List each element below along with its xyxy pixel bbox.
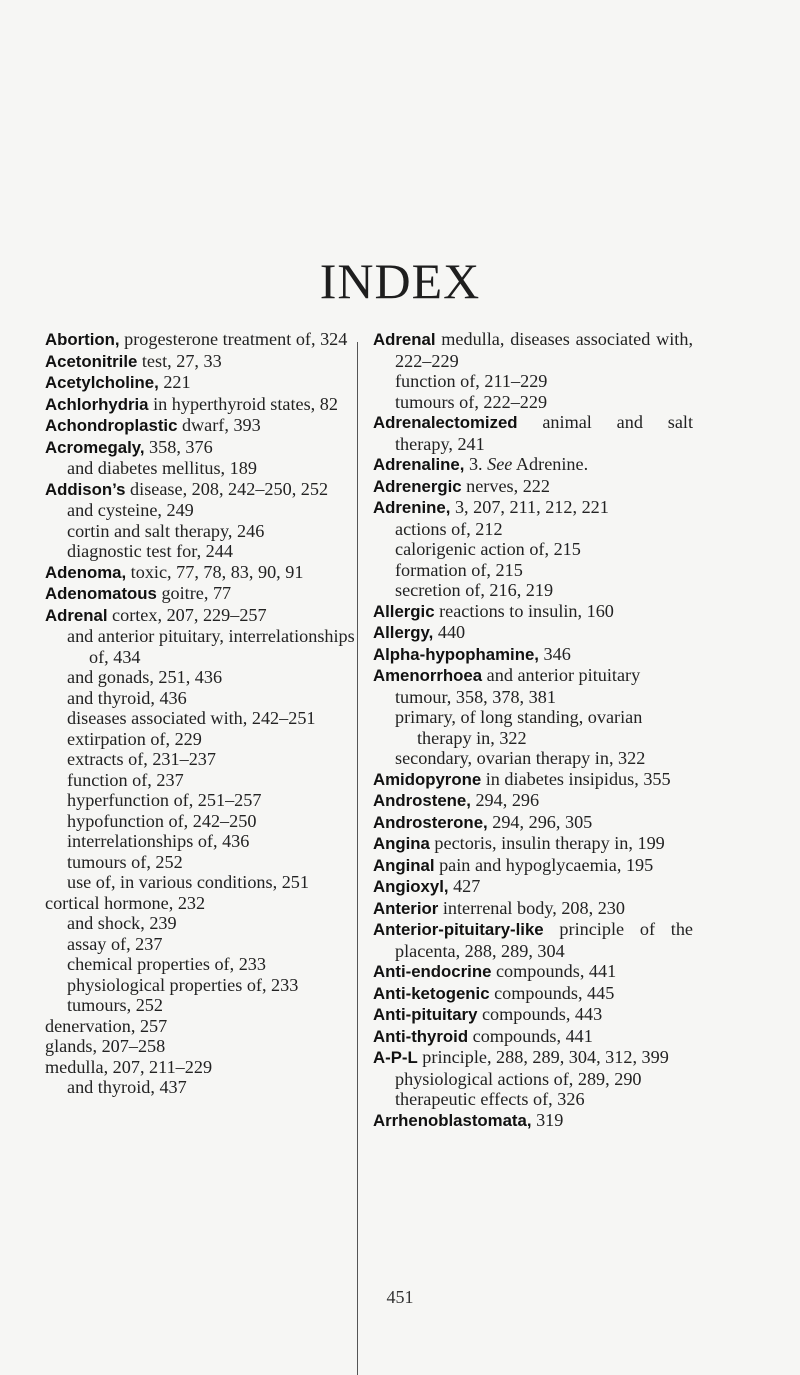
entry-text: in hyperthyroid states, 82: [148, 393, 338, 414]
index-subentry: use of, in various conditions, 251: [67, 872, 309, 892]
entry-heading: Acromegaly,: [45, 437, 145, 457]
index-subentry: and diabetes mellitus, 189: [67, 458, 257, 478]
entry-text: 221: [158, 372, 191, 392]
index-entry: [45, 479, 360, 501]
index-subentry: secondary, ovarian therapy in, 322: [395, 748, 646, 768]
index-entry: [45, 437, 360, 459]
index-entry: [45, 605, 360, 627]
index-subentry: and anterior pituitary, interrelationships of, 434: [67, 626, 355, 667]
index-entry: [373, 855, 693, 877]
index-subentry: chemical properties of, 233: [67, 954, 266, 974]
entry-text: cortex, 207, 229–257: [107, 604, 267, 625]
entry-heading: Angina: [373, 834, 430, 853]
index-entry: [373, 1110, 693, 1132]
index-subentry: tumours of, 222–229: [395, 391, 548, 412]
entry-text: compounds, 441: [491, 961, 617, 981]
index-entry: [373, 601, 693, 623]
see-reference: See: [487, 454, 513, 474]
entry-text: principle, 288, 289, 304, 312, 399: [417, 1047, 669, 1067]
index-entry: [373, 833, 693, 855]
entry-heading: Anterior: [373, 898, 439, 918]
index-entry: [373, 983, 693, 1005]
index-entry: [45, 351, 360, 373]
entry-text: pectoris, insulin therapy in, 199: [429, 833, 665, 853]
index-subentry: and thyroid, 437: [67, 1077, 187, 1097]
index-subentry: assay of, 237: [67, 933, 163, 954]
index-subentry: function of, 211–229: [395, 371, 548, 391]
index-entry: [45, 394, 360, 416]
entry-heading: Androstene,: [373, 791, 471, 810]
entry-heading: Acetylcholine,: [45, 373, 159, 392]
index-column-left: [45, 329, 360, 1098]
index-entry: [373, 876, 693, 898]
entry-text: 319: [531, 1109, 564, 1130]
entry-text: 3, 207, 211, 212, 221: [450, 497, 609, 517]
entry-heading: Anti-thyroid: [373, 1026, 469, 1046]
index-subentry: function of, 237: [67, 769, 184, 790]
entry-heading: Androsterone,: [373, 812, 488, 832]
entry-heading: Amidopyrone: [373, 769, 482, 789]
entry-text: test, 27, 33: [137, 350, 222, 371]
index-subentry: cortical hormone, 232: [45, 892, 206, 913]
entry-text: compounds, 443: [477, 1004, 603, 1024]
entry-heading: Arrhenoblastomata,: [373, 1110, 532, 1130]
index-subentry: glands, 207–258: [45, 1036, 166, 1056]
entry-heading: Abortion,: [45, 330, 120, 349]
index-entry: [373, 1026, 693, 1048]
index-entry: [373, 329, 693, 371]
index-entry: [373, 497, 693, 519]
entry-text: and anterior pituitary tumour, 358, 378, 381: [395, 665, 641, 707]
index-subentry: physiological properties of, 233: [67, 974, 299, 995]
entry-text: principle of the placenta, 288, 289, 304: [395, 919, 693, 961]
entry-text: 440: [433, 622, 466, 642]
index-subentry: calorigenic action of, 215: [395, 539, 581, 559]
entry-text: 427: [448, 876, 481, 896]
index-subentry: and thyroid, 436: [67, 687, 187, 708]
entry-heading: Achondroplastic: [45, 416, 178, 435]
index-subentry: medulla, 207, 211–229: [45, 1056, 213, 1077]
entry-heading: Adrenal: [373, 330, 436, 349]
entry-text: interrenal body, 208, 230: [438, 897, 625, 918]
entry-text: 3.: [464, 454, 488, 474]
entry-heading: Anti-ketogenic: [373, 983, 490, 1003]
entry-text: disease, 208, 242–250, 252: [125, 478, 329, 499]
index-subentry: therapeutic effects of, 326: [395, 1089, 585, 1109]
entry-heading: Achlorhydria: [45, 394, 149, 414]
entry-heading: Allergic: [373, 601, 435, 621]
entry-heading: A-P-L: [373, 1048, 418, 1067]
index-entry: [373, 454, 693, 476]
entry-text: reactions to insulin, 160: [434, 600, 614, 621]
index-subentry: diagnostic test for, 244: [67, 541, 233, 561]
column-divider: [357, 342, 358, 1375]
entry-heading: Adrenaline,: [373, 455, 465, 474]
entry-text: 294, 296: [470, 790, 540, 810]
index-entry: [373, 622, 693, 644]
index-subentry: formation of, 215: [395, 559, 523, 580]
entry-heading: Anti-pituitary: [373, 1005, 478, 1024]
index-subentry: and shock, 239: [67, 913, 177, 933]
index-subentry: secretion of, 216, 219: [395, 580, 554, 600]
index-entry: [45, 329, 360, 351]
index-subentry: extracts of, 231–237: [67, 749, 216, 769]
index-entry: [373, 644, 693, 666]
index-entry: [373, 769, 693, 791]
entry-text: animal and salt therapy, 241: [395, 412, 693, 454]
entry-heading: Anginal: [373, 855, 435, 875]
entry-heading: Adenoma,: [45, 562, 127, 582]
index-subentry: hyperfunction of, 251–257: [67, 790, 262, 810]
index-entry: [45, 372, 360, 394]
index-subentry: interrelationships of, 436: [67, 831, 250, 851]
entry-heading: Allergy,: [373, 623, 434, 642]
entry-heading: Acetonitrile: [45, 351, 138, 371]
entry-heading: Addison’s: [45, 479, 126, 499]
index-subentry: diseases associated with, 242–251: [67, 708, 316, 728]
entry-text: pain and hypoglycaemia, 195: [434, 854, 654, 875]
index-entry: [373, 665, 693, 707]
index-subentry: primary, of long standing, ovarian therapy in, 322: [395, 707, 643, 748]
index-entry: [373, 1047, 693, 1069]
entry-text: dwarf, 393: [177, 415, 261, 435]
index-subentry: and cysteine, 249: [67, 500, 194, 520]
see-target: Adrenine.: [512, 454, 589, 474]
index-subentry: and gonads, 251, 436: [67, 667, 223, 687]
index-entry: [373, 476, 693, 498]
index-subentry: extirpation of, 229: [67, 728, 202, 749]
entry-text: in diabetes insipidus, 355: [481, 768, 671, 789]
index-entry: [373, 412, 693, 454]
index-subentry: hypofunction of, 242–250: [67, 810, 257, 831]
entry-heading: Adrenergic: [373, 476, 462, 496]
entry-text: toxic, 77, 78, 83, 90, 91: [126, 561, 304, 582]
entry-heading: Anterior-pituitary-like: [373, 920, 544, 939]
index-entry: [45, 583, 360, 605]
entry-heading: Amenorrhoea: [373, 666, 483, 685]
entry-heading: Anti-endocrine: [373, 962, 492, 981]
entry-text: goitre, 77: [156, 583, 232, 603]
entry-heading: Adenomatous: [45, 584, 157, 603]
entry-heading: Angioxyl,: [373, 877, 449, 896]
index-entry: [373, 790, 693, 812]
index-entry: [373, 812, 693, 834]
index-entry: [373, 919, 693, 961]
entry-text: 294, 296, 305: [487, 811, 593, 832]
entry-text: nerves, 222: [461, 475, 550, 496]
index-subentry: tumours, 252: [67, 995, 163, 1015]
index-column-right: [373, 329, 693, 1131]
entry-text: 358, 376: [144, 436, 213, 457]
entry-heading: Alpha-hypophamine,: [373, 644, 539, 664]
entry-text: compounds, 445: [489, 982, 615, 1003]
index-entry: [45, 415, 360, 437]
index-entry: [45, 562, 360, 584]
index-subentry: actions of, 212: [395, 518, 503, 539]
index-subentry: denervation, 257: [45, 1015, 168, 1036]
index-subentry: cortin and salt therapy, 246: [67, 520, 265, 541]
entry-text: 346: [538, 643, 571, 664]
index-entry: [373, 1004, 693, 1026]
entry-text: compounds, 441: [468, 1025, 593, 1046]
index-subentry: tumours of, 252: [67, 851, 183, 872]
entry-text: medulla, diseases associated with, 222–229: [395, 329, 693, 371]
index-subentry: physiological actions of, 289, 290: [395, 1068, 642, 1089]
page-number: 451: [386, 1287, 414, 1307]
page-title: INDEX: [319, 253, 481, 309]
index-entry: [373, 961, 693, 983]
entry-text: progesterone treatment of, 324: [119, 329, 348, 349]
entry-heading: Adrenal: [45, 605, 108, 625]
entry-heading: Adrenalectomized: [373, 413, 518, 432]
entry-heading: Adrenine,: [373, 498, 451, 517]
index-entry: [373, 898, 693, 920]
